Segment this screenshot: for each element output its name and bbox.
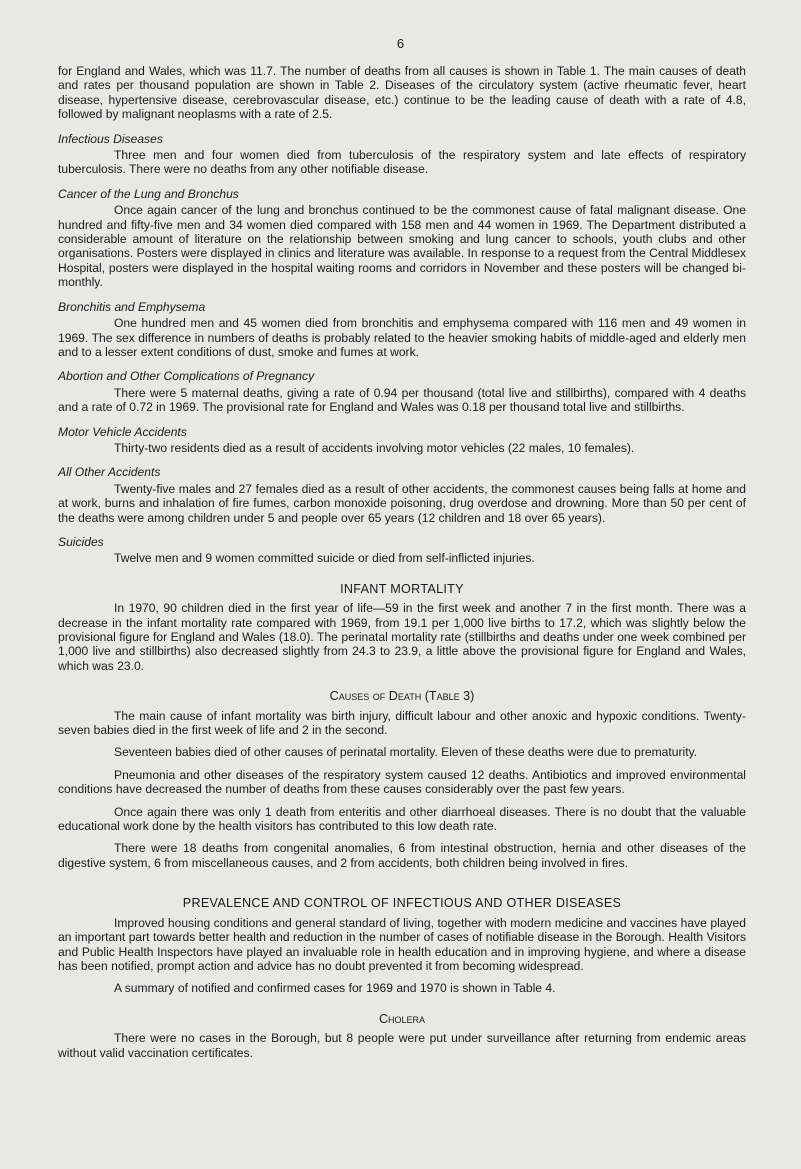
paragraph-causes-2: Seventeen babies died of other causes of perinatal mortality. Eleven of these deaths were due to prematurity. (114, 745, 698, 760)
heading-causes-of-death: Causes of Death (Table 3) (329, 689, 475, 704)
paragraph-causes-3: Pneumonia and other diseases of the respiratory system caused 12 deaths. Antibiotics and improved environmental conditions have decreased the number of deaths from these causes considerably over the past few years. (58, 767, 746, 797)
paragraph-prevalence-1: Improved housing conditions and general standard of living, together with modern medicine and vaccines have played an important part towards better health and reduction in the number of cases of notifiable disease in the Borough. Health Visitors and Public Health Inspectors have played an invaluable role in health education and in improving hygiene, and where a disease has been notified, prompt action and advice has no doubt prevented it from becoming widespread. (58, 915, 746, 973)
heading-suicides: Suicides (58, 534, 104, 549)
paragraph-causes-1: The main cause of infant mortality was birth injury, difficult labour and other anoxic and hypoxic conditions. Twenty-seven babies died in the first week of life and 2 in the second. (58, 708, 746, 738)
heading-cholera: Cholera (378, 1011, 426, 1026)
heading-lung-cancer: Cancer of the Lung and Bronchus (58, 186, 239, 201)
paragraph-other-accidents: Twenty-five males and 27 females died as a result of other accidents, the commonest causes being falls at home and at work, burns and inhalation of fire fumes, carbon monoxide poisoning, drug overdose and drowning. More than 50 per cent of the deaths were among children under 5 and people over 65 years (12 children and 18 over 65 years). (58, 481, 746, 525)
document-body (58, 64, 746, 1060)
heading-motor-vehicle-accidents: Motor Vehicle Accidents (58, 424, 187, 439)
intro-paragraph: for England and Wales, which was 11.7. The number of deaths from all causes is shown in Table 1. The main causes of death and rates per thousand population are shown in Table 2. Diseases of the circulatory system (active rheumatic fever, heart disease, hypertensive disease, cerebrovascular disease, etc.) continue to be the leading cause of death with a rate of 4.8, followed by malignant neoplasms with a rate of 2.5. (58, 64, 746, 122)
heading-other-accidents: All Other Accidents (58, 465, 161, 480)
heading-infant-mortality: INFANT MORTALITY (340, 581, 464, 596)
paragraph-suicides: Twelve men and 9 women committed suicide or died from self-inflicted injuries. (114, 551, 535, 566)
heading-prevalence-control: PREVALENCE AND CONTROL OF INFECTIOUS AND OTHER DISEASES (182, 896, 622, 911)
paragraph-motor-vehicle-accidents: Thirty-two residents died as a result of accidents involving motor vehicles (22 males, 10 females). (114, 440, 635, 455)
paragraph-bronchitis: One hundred men and 45 women died from bronchitis and emphysema compared with 116 men and 49 women in 1969. The sex difference in numbers of deaths is probably related to the heavier smoking habits of middle-aged and elderly men and to a lesser extent conditions of dust, smoke and fumes at work. (58, 316, 746, 359)
paragraph-infant-mortality: In 1970, 90 children died in the first year of life—59 in the first week and another 7 in the first month. There was a decrease in the infant mortality rate compared with 1969, from 19.1 per 1,000 live births to 17.2, which was slightly below the provisional figure for England and Wales (18.0). The perinatal mortality rate (stillbirths and deaths under one week combined per 1,000 live and stillbirths) also decreased slightly from 24.3 to 23.9, a little above the provisional figure for England and Wales, which was 23.0. (58, 601, 746, 673)
paragraph-cholera: There were no cases in the Borough, but 8 people were put under surveillance after returning from endemic areas without valid vaccination certificates. (58, 1031, 746, 1060)
heading-bronchitis: Bronchitis and Emphysema (58, 299, 206, 314)
paragraph-infectious-diseases: Three men and four women died from tuberculosis of the respiratory system and late effects of respiratory tuberculosis. There were no deaths from any other notifiable disease. (58, 148, 746, 177)
paragraph-prevalence-2: A summary of notified and confirmed cases for 1969 and 1970 is shown in Table 4. (114, 981, 556, 996)
page-number: 6 (396, 36, 405, 51)
paragraph-causes-5: There were 18 deaths from congenital anomalies, 6 from intestinal obstruction, hernia and other diseases of the digestive system, 6 from miscellaneous causes, and 2 from accidents, both children being involved in fires. (58, 841, 746, 870)
paragraph-causes-4: Once again there was only 1 death from enteritis and other diarrhoeal diseases. There is no doubt that the valuable educational work done by the health visitors has contributed to this low death rate. (58, 804, 746, 834)
heading-abortion: Abortion and Other Complications of Pregnancy (58, 369, 315, 384)
heading-infectious-diseases: Infectious Diseases (58, 131, 163, 146)
paragraph-abortion: There were 5 maternal deaths, giving a rate of 0.94 per thousand (total live and stillbirths), compared with 4 deaths and a rate of 0.72 in 1969. The provisional rate for England and Wales was 0.18 per thousand total live and stillbirths. (58, 385, 746, 415)
paragraph-lung-cancer: Once again cancer of the lung and bronchus continued to be the commonest cause of fatal malignant disease. One hundred and fifty-five men and 34 women died compared with 158 men and 44 women in 1969. The Department distributed a considerable amount of literature on the relationship between smoking and lung cancer to schools, youth clubs and other organisations. Posters were displayed in clinics and literature was available. In response to a request from the Central Middlesex Hospital, posters were displayed in the hospital waiting rooms and corridors in November and these posters will be changed bi-monthly. (58, 203, 746, 290)
